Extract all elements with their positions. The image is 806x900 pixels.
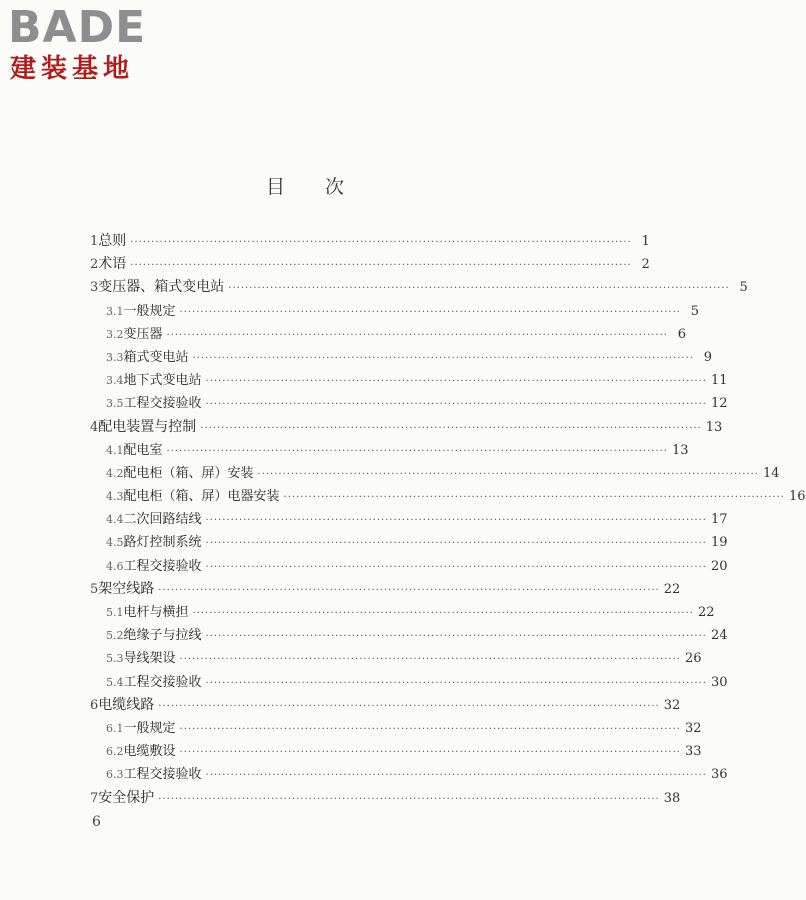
toc-entry[interactable]	[90, 694, 681, 717]
toc-entry-number: 5.3	[106, 652, 124, 666]
page-number: 6	[92, 814, 101, 830]
toc-entry-number: 5.1	[106, 606, 124, 619]
toc-entry[interactable]	[90, 300, 699, 323]
toc-entry-title: 电杆与横担	[123, 605, 189, 620]
toc-leader-dots: ························································································································	[228, 283, 730, 295]
toc-entry-title: 一般规定	[123, 303, 176, 319]
toc-entry[interactable]	[90, 647, 702, 670]
toc-entry[interactable]	[90, 578, 681, 601]
toc-entry-page: 17	[710, 512, 728, 528]
toc-entry-number: 7	[90, 790, 99, 806]
toc-entry-page: 13	[671, 442, 689, 458]
toc-entry-number: 6	[90, 697, 99, 713]
toc-entry-page: 19	[710, 535, 728, 551]
toc-entry-page: 30	[710, 674, 728, 690]
toc-leader-dots: ························································································································	[130, 260, 632, 272]
toc-entry-page: 13	[705, 419, 723, 435]
toc-entry[interactable]	[90, 717, 702, 740]
toc-entry[interactable]	[90, 671, 728, 694]
toc-entry[interactable]	[90, 763, 728, 786]
toc-leader-dots: ························································································································	[130, 237, 632, 248]
toc-leader-dots: ························································································································	[192, 352, 694, 364]
toc-entry-page: 12	[710, 396, 728, 412]
toc-entry-number: 2	[90, 257, 99, 273]
toc-entry-number: 6.3	[106, 768, 124, 782]
toc-entry[interactable]	[90, 323, 686, 346]
toc-entry-title: 配电柜（箱、屏）电器安装	[123, 489, 280, 505]
toc-entry[interactable]	[90, 416, 723, 439]
toc-entry-title: 配电柜（箱、屏）安装	[123, 465, 254, 481]
toc-leader-dots: ························································································································	[205, 538, 707, 550]
toc-leader-dots: ························································································································	[200, 422, 702, 434]
toc-leader-dots: ························································································································	[158, 700, 660, 712]
toc-leader-dots: ························································································································	[179, 654, 681, 666]
toc-entry-number: 4	[90, 419, 99, 435]
toc-entry-page: 5	[690, 303, 699, 319]
toc-entry-number: 1	[90, 234, 99, 249]
toc-leader-dots: ························································································································	[166, 445, 668, 457]
toc-leader-dots: ························································································································	[205, 376, 707, 388]
toc-leader-dots: ························································································································	[205, 399, 707, 411]
toc-leader-dots: ························································································································	[179, 747, 681, 759]
toc-entry-title: 变压器	[123, 326, 163, 342]
toc-entry-page: 26	[684, 651, 702, 667]
toc-leader-dots: ························································································································	[257, 468, 759, 480]
toc-entry-title: 路灯控制系统	[123, 535, 202, 551]
toc-entry-title: 导线架设	[123, 651, 176, 667]
toc-entry-number: 5.2	[106, 629, 124, 643]
toc-entry-title: 电缆线路	[98, 696, 155, 713]
toc-entry-number: 5.4	[106, 675, 124, 689]
toc-entry[interactable]	[90, 531, 728, 554]
toc-entry-title: 工程交接验收	[123, 396, 202, 412]
toc-entry-title: 术语	[98, 256, 127, 273]
toc-entry-title: 一般规定	[123, 720, 176, 736]
toc-leader-dots: ························································································································	[158, 793, 660, 805]
logo-brand: BADE	[8, 2, 147, 53]
toc-entry-page: 11	[710, 373, 728, 389]
toc-entry-title: 配电装置与控制	[98, 418, 197, 435]
toc-entry[interactable]	[90, 740, 702, 763]
toc-leader-dots: ························································································································	[205, 515, 707, 527]
logo	[8, 2, 178, 86]
toc-entry-title: 工程交接验收	[123, 674, 202, 690]
toc-entry[interactable]	[90, 508, 728, 531]
toc-entry-page: 32	[663, 697, 681, 713]
toc-entry-page: 1	[641, 234, 650, 249]
toc-entry-page: 22	[663, 581, 681, 597]
toc-entry-number: 6.1	[106, 721, 124, 735]
toc-entry-page: 9	[703, 349, 712, 365]
toc-leader-dots: ························································································································	[158, 584, 660, 596]
toc-entry-page: 38	[663, 790, 681, 806]
toc-entry[interactable]	[90, 624, 728, 647]
toc-entry[interactable]	[90, 601, 715, 624]
logo-subtitle: 建装基地	[10, 54, 135, 84]
toc-entry-title: 配电室	[123, 442, 163, 458]
toc-leader-dots: ························································································································	[179, 306, 681, 318]
toc-entry[interactable]	[90, 369, 728, 392]
toc-leader-dots: ························································································································	[205, 677, 707, 689]
toc-leader-dots: ························································································································	[205, 631, 707, 643]
toc-entry-title: 电缆敷设	[123, 744, 176, 760]
toc-entry-page: 14	[762, 465, 780, 481]
toc-entry-page: 5	[739, 280, 748, 296]
toc-entry-page: 22	[697, 605, 715, 620]
toc-entry-number: 5	[90, 581, 99, 597]
toc-entry[interactable]	[90, 787, 681, 810]
toc-entry-page: 36	[710, 767, 728, 783]
toc-leader-dots: ························································································································	[179, 723, 681, 735]
toc-entry-title: 总则	[98, 233, 127, 249]
toc-entry-number: 4.1	[106, 443, 124, 457]
toc-leader-dots: ························································································································	[192, 608, 694, 619]
toc-leader-dots: ························································································································	[166, 329, 668, 341]
toc-entry-page: 16	[788, 489, 806, 505]
toc-entry-number: 4.2	[106, 466, 124, 480]
toc-entry-number: 4.3	[106, 490, 124, 504]
toc-entry-number: 4.5	[106, 536, 124, 550]
toc-entry[interactable]	[90, 253, 650, 276]
toc-entry-title: 地下式变电站	[123, 373, 202, 389]
toc-entry-number: 4.6	[106, 559, 124, 573]
toc-leader-dots: ························································································································	[205, 561, 707, 573]
toc-entry-number: 3.5	[106, 397, 124, 411]
toc-entry[interactable]	[90, 346, 712, 369]
toc-entry[interactable]	[90, 555, 728, 578]
toc-entry[interactable]	[90, 276, 748, 299]
toc-entry-page: 33	[684, 744, 702, 760]
toc-leader-dots: ························································································································	[205, 770, 707, 782]
toc-entry-number: 3.1	[106, 304, 124, 318]
toc-entry-title: 安全保护	[98, 789, 155, 806]
toc-entry[interactable]	[90, 439, 689, 462]
toc-entry[interactable]	[90, 230, 650, 253]
toc-entry-title: 架空线路	[98, 580, 155, 597]
toc-entry-number: 6.2	[106, 745, 124, 759]
toc-entry-title: 工程交接验收	[123, 558, 202, 574]
toc-entry-page: 20	[710, 558, 728, 574]
toc-entry-number: 3.2	[106, 327, 124, 341]
toc-entry-page: 32	[684, 720, 702, 736]
toc-entry-number: 3	[90, 280, 99, 296]
toc-entry[interactable]	[90, 485, 806, 508]
toc-entry-number: 3.3	[106, 350, 124, 364]
toc-title: 目次	[265, 176, 384, 198]
toc-entry[interactable]	[90, 462, 780, 485]
toc-entry-number: 4.4	[106, 513, 124, 527]
toc-entry-number: 3.4	[106, 374, 124, 388]
toc-entry-title: 箱式变电站	[123, 349, 189, 365]
toc-entry[interactable]	[90, 392, 728, 415]
toc-leader-dots: ························································································································	[283, 492, 785, 504]
toc-entry-title: 绝缘子与拉线	[123, 628, 202, 644]
toc-entry-page: 6	[677, 326, 686, 342]
toc-entry-page: 24	[710, 628, 728, 644]
toc-entry-title: 工程交接验收	[123, 767, 202, 783]
toc-entry-title: 变压器、箱式变电站	[98, 279, 225, 296]
toc-entry-page: 2	[641, 257, 650, 273]
table-of-contents	[90, 230, 806, 810]
toc-entry-title: 二次回路结线	[123, 512, 202, 528]
